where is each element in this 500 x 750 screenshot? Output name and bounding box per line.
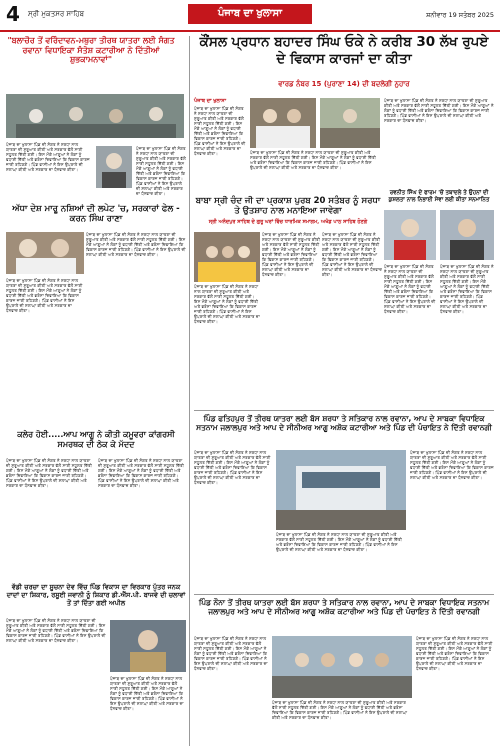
article-body: ਪੰਜਾਬ ਦਾ ਖੁਲਾਸਾ ਪਿੰਡ ਦੀ ਸੰਗਤ ਨੇ ਸ਼ਰਧਾ ਨਾਲ ਯਾਤਰਾ ਦੀ ਸ਼ੁਰੂਆਤ ਕੀਤੀ ਅਤੇ ਸਰਕਾਰ ਵੱਲੋਂ ਸਾਰੀ ਸਹੂਲਤ ਦਿੱਤੀ ਗਈ। ਇਸ ਮੌਕੇ ਆਗੂਆਂ ਨੇ ਲੋਕਾਂ ਨੂੰ ਵਧਾਈ ਦਿੱਤੀ ਅਤੇ ਭਰੋਸਾ ਦਿਵਾਇਆ ਕਿ ਵਿਕਾਸ ਕਾਰਜ ਜਾਰੀ ਰਹਿਣਗੇ। ਪਿੰਡ ਵਾਸੀਆਂ ਨੇ ਇਸ ਉਪਰਾਲੇ ਦੀ ਸ਼ਲਾਘਾ ਕੀਤੀ ਅਤੇ ਸਰਕਾਰ ਦਾ ਧੰਨਵਾਦ ਕੀਤਾ।	[440, 264, 494, 314]
article-body: ਪੰਜਾਬ ਦਾ ਖੁਲਾਸਾ ਪਿੰਡ ਦੀ ਸੰਗਤ ਨੇ ਸ਼ਰਧਾ ਨਾਲ ਯਾਤਰਾ ਦੀ ਸ਼ੁਰੂਆਤ ਕੀਤੀ ਅਤੇ ਸਰਕਾਰ ਵੱਲੋਂ ਸਾਰੀ ਸਹੂਲਤ ਦਿੱਤੀ ਗਈ। ਇਸ ਮੌਕੇ ਆਗੂਆਂ ਨੇ ਲੋਕਾਂ ਨੂੰ ਵਧਾਈ ਦਿੱਤੀ ਅਤੇ ਭਰੋਸਾ ਦਿਵਾਇਆ ਕਿ ਵਿਕਾਸ ਕਾਰਜ ਜਾਰੀ ਰਹਿਣਗੇ। ਪਿੰਡ ਵਾਸੀਆਂ ਨੇ ਇਸ ਉਪਰਾਲੇ ਦੀ ਸ਼ਲਾਘਾ ਕੀਤੀ ਅਤੇ ਸਰਕਾਰ ਦਾ ਧੰਨਵਾਦ ਕੀਤਾ।	[322, 232, 382, 277]
article-headline: ਪਿੰਡ ਨੌਨਾ ਤੋਂ ਤੀਰਥ ਯਾਤਰਾ ਲਈ ਬੱਸ ਸ਼ਰਧਾ ਤੇ ਸਤਿਕਾਰ ਨਾਲ ਰਵਾਨਾ, ਆਪ ਦੇ ਸਾਬਕਾ ਵਿਧਾਇਕ ਸਤਨਾਮ ਜਲਾਲਪੁਰ ਅਤੇ ਆਪ ਦੇ ਸੀਨੀਅਰ ਆਗੂ ਅਸ਼ੋਕ ਕਟਾਰੀਆ ਅਤੇ ਪਿੰਡ ਦੀ ਪੰਚਾਇਤ ਨੇ ਦਿੱਤੀ ਰਵਾਨਗੀ	[198, 598, 490, 616]
article-headline: ਰਵਨੀਤ ਸਿੰਘ ਦੇ ਫਾਰਮ 'ਚੋਂ ਤਬਾਦਲੇ ਤੇ ਉਹਨਾਂ ਦੀ ਕੁਸ਼ਲਤਾ ਨਾਲ ਨਿਭਾਈ ਸੇਵਾ ਲਈ ਕੀਤਾ ਸਨਮਾਨਿਤ	[388, 190, 490, 203]
paper-name: ਸ੍ਰੀ ਮੁਕਤਸਰ ਸਾਹਿਬ	[28, 10, 85, 18]
photo-karan-singh-rana	[6, 232, 84, 274]
article-body: ਪੰਜਾਬ ਦਾ ਖੁਲਾਸਾ ਪਿੰਡ ਦੀ ਸੰਗਤ ਨੇ ਸ਼ਰਧਾ ਨਾਲ ਯਾਤਰਾ ਦੀ ਸ਼ੁਰੂਆਤ ਕੀਤੀ ਅਤੇ ਸਰਕਾਰ ਵੱਲੋਂ ਸਾਰੀ ਸਹੂਲਤ ਦਿੱਤੀ ਗਈ। ਇਸ ਮੌਕੇ ਆਗੂਆਂ ਨੇ ਲੋਕਾਂ ਨੂੰ ਵਧਾਈ ਦਿੱਤੀ ਅਤੇ ਭਰੋਸਾ ਦਿਵਾਇਆ ਕਿ ਵਿਕਾਸ ਕਾਰਜ ਜਾਰੀ ਰਹਿਣਗੇ। ਪਿੰਡ ਵਾਸੀਆਂ ਨੇ ਇਸ ਉਪਰਾਲੇ ਦੀ ਸ਼ਲਾਘਾ ਕੀਤੀ ਅਤੇ ਸਰਕਾਰ ਦਾ ਧੰਨਵਾਦ ਕੀਤਾ।	[6, 458, 92, 488]
article-body: ਪੰਜਾਬ ਦਾ ਖੁਲਾਸਾ ਪਿੰਡ ਦੀ ਸੰਗਤ ਨੇ ਸ਼ਰਧਾ ਨਾਲ ਯਾਤਰਾ ਦੀ ਸ਼ੁਰੂਆਤ ਕੀਤੀ ਅਤੇ ਸਰਕਾਰ ਵੱਲੋਂ ਸਾਰੀ ਸਹੂਲਤ ਦਿੱਤੀ ਗਈ। ਇਸ ਮੌਕੇ ਆਗੂਆਂ ਨੇ ਲੋਕਾਂ ਨੂੰ ਵਧਾਈ ਦਿੱਤੀ ਅਤੇ ਭਰੋਸਾ ਦਿਵਾਇਆ ਕਿ ਵਿਕਾਸ ਕਾਰਜ ਜਾਰੀ ਰਹਿਣਗੇ। ਪਿੰਡ ਵਾਸੀਆਂ ਨੇ ਇਸ ਉਪਰਾਲੇ ਦੀ ਸ਼ਲਾਘਾ ਕੀਤੀ ਅਤੇ ਸਰਕਾਰ ਦਾ ਧੰਨਵਾਦ ਕੀਤਾ।	[276, 532, 402, 552]
photo-police-officer	[110, 620, 186, 672]
article-body: ਪੰਜਾਬ ਦਾ ਖੁਲਾਸਾ ਪਿੰਡ ਦੀ ਸੰਗਤ ਨੇ ਸ਼ਰਧਾ ਨਾਲ ਯਾਤਰਾ ਦੀ ਸ਼ੁਰੂਆਤ ਕੀਤੀ ਅਤੇ ਸਰਕਾਰ ਵੱਲੋਂ ਸਾਰੀ ਸਹੂਲਤ ਦਿੱਤੀ ਗਈ। ਇਸ ਮੌਕੇ ਆਗੂਆਂ ਨੇ ਲੋਕਾਂ ਨੂੰ ਵਧਾਈ ਦਿੱਤੀ ਅਤੇ ਭਰੋਸਾ ਦਿਵਾਇਆ ਕਿ ਵਿਕਾਸ ਕਾਰਜ ਜਾਰੀ ਰਹਿਣਗੇ। ਪਿੰਡ ਵਾਸੀਆਂ ਨੇ ਇਸ ਉਪਰਾਲੇ ਦੀ ਸ਼ਲਾਘਾ ਕੀਤੀ ਅਤੇ ਸਰਕਾਰ ਦਾ ਧੰਨਵਾਦ ਕੀਤਾ।	[98, 458, 184, 488]
article-body: ਪੰਜਾਬ ਦਾ ਖੁਲਾਸਾ ਪਿੰਡ ਦੀ ਸੰਗਤ ਨੇ ਸ਼ਰਧਾ ਨਾਲ ਯਾਤਰਾ ਦੀ ਸ਼ੁਰੂਆਤ ਕੀਤੀ ਅਤੇ ਸਰਕਾਰ ਵੱਲੋਂ ਸਾਰੀ ਸਹੂਲਤ ਦਿੱਤੀ ਗਈ। ਇਸ ਮੌਕੇ ਆਗੂਆਂ ਨੇ ਲੋਕਾਂ ਨੂੰ ਵਧਾਈ ਦਿੱਤੀ ਅਤੇ ਭਰੋਸਾ ਦਿਵਾਇਆ ਕਿ ਵਿਕਾਸ ਕਾਰਜ ਜਾਰੀ ਰਹਿਣਗੇ। ਪਿੰਡ ਵਾਸੀਆਂ ਨੇ ਇਸ ਉਪਰਾਲੇ ਦੀ ਸ਼ਲਾਘਾ ਕੀਤੀ ਅਤੇ ਸਰਕਾਰ ਦਾ ਧੰਨਵਾਦ ਕੀਤਾ।	[6, 618, 106, 643]
article-body: ਪੰਜਾਬ ਦਾ ਖੁਲਾਸਾ ਪਿੰਡ ਦੀ ਸੰਗਤ ਨੇ ਸ਼ਰਧਾ ਨਾਲ ਯਾਤਰਾ ਦੀ ਸ਼ੁਰੂਆਤ ਕੀਤੀ ਅਤੇ ਸਰਕਾਰ ਵੱਲੋਂ ਸਾਰੀ ਸਹੂਲਤ ਦਿੱਤੀ ਗਈ। ਇਸ ਮੌਕੇ ਆਗੂਆਂ ਨੇ ਲੋਕਾਂ ਨੂੰ ਵਧਾਈ ਦਿੱਤੀ ਅਤੇ ਭਰੋਸਾ ਦਿਵਾਇਆ ਕਿ ਵਿਕਾਸ ਕਾਰਜ ਜਾਰੀ ਰਹਿਣਗੇ। ਪਿੰਡ ਵਾਸੀਆਂ ਨੇ ਇਸ ਉਪਰਾਲੇ ਦੀ ਸ਼ਲਾਘਾ ਕੀਤੀ ਅਤੇ ਸਰਕਾਰ ਦਾ ਧੰਨਵਾਦ ਕੀਤਾ।	[6, 142, 90, 172]
photo-development-works	[320, 98, 380, 148]
article-body: ਪੰਜਾਬ ਦਾ ਖੁਲਾਸਾ ਪਿੰਡ ਦੀ ਸੰਗਤ ਨੇ ਸ਼ਰਧਾ ਨਾਲ ਯਾਤਰਾ ਦੀ ਸ਼ੁਰੂਆਤ ਕੀਤੀ ਅਤੇ ਸਰਕਾਰ ਵੱਲੋਂ ਸਾਰੀ ਸਹੂਲਤ ਦਿੱਤੀ ਗਈ। ਇਸ ਮੌਕੇ ਆਗੂਆਂ ਨੇ ਲੋਕਾਂ ਨੂੰ ਵਧਾਈ ਦਿੱਤੀ ਅਤੇ ਭਰੋਸਾ ਦਿਵਾਇਆ ਕਿ ਵਿਕਾਸ ਕਾਰਜ ਜਾਰੀ ਰਹਿਣਗੇ। ਪਿੰਡ ਵਾਸੀਆਂ ਨੇ ਇਸ ਉਪਰਾਲੇ ਦੀ ਸ਼ਲਾਘਾ ਕੀਤੀ ਅਤੇ ਸਰਕਾਰ ਦਾ ਧੰਨਵਾਦ ਕੀਤਾ।	[110, 676, 184, 711]
article-headline: ਵੱਡੀ ਚਰਚਾ ਦਾ ਸੂਚਨਾ ਦੇਵ ਵਿੱਚ ਪਿੰਡ ਵਿਕਾਸ ਦਾ ਵਿਰਕਾਰ ਪੁੱਤਰ ਜਨਕ ਦਾਦਾਂ ਦਾ ਸ਼ਿਕਾਰ, ਰਸੂਈ ਜਵਾਨੀ ਨੂੰ ਸ਼ਿਕਾਰ ਡੀ.ਐੱਸ.ਪੀ. ਬਾਜਵੇ ਦੀ ਚਲਾਵਾਂ ਤੋਂ ਤਾਂ ਦਿੱਤਾ ਗਈ ਅਪੀਲ	[6, 583, 186, 607]
article-body: ਪੰਜਾਬ ਦਾ ਖੁਲਾਸਾ ਪਿੰਡ ਦੀ ਸੰਗਤ ਨੇ ਸ਼ਰਧਾ ਨਾਲ ਯਾਤਰਾ ਦੀ ਸ਼ੁਰੂਆਤ ਕੀਤੀ ਅਤੇ ਸਰਕਾਰ ਵੱਲੋਂ ਸਾਰੀ ਸਹੂਲਤ ਦਿੱਤੀ ਗਈ। ਇਸ ਮੌਕੇ ਆਗੂਆਂ ਨੇ ਲੋਕਾਂ ਨੂੰ ਵਧਾਈ ਦਿੱਤੀ ਅਤੇ ਭਰੋਸਾ ਦਿਵਾਇਆ ਕਿ ਵਿਕਾਸ ਕਾਰਜ ਜਾਰੀ ਰਹਿਣਗੇ। ਪਿੰਡ ਵਾਸੀਆਂ ਨੇ ਇਸ ਉਪਰਾਲੇ ਦੀ ਸ਼ਲਾਘਾ ਕੀਤੀ ਅਤੇ ਸਰਕਾਰ ਦਾ ਧੰਨਵਾਦ ਕੀਤਾ।	[194, 106, 246, 156]
article-body: ਪੰਜਾਬ ਦਾ ਖੁਲਾਸਾ ਪਿੰਡ ਦੀ ਸੰਗਤ ਨੇ ਸ਼ਰਧਾ ਨਾਲ ਯਾਤਰਾ ਦੀ ਸ਼ੁਰੂਆਤ ਕੀਤੀ ਅਤੇ ਸਰਕਾਰ ਵੱਲੋਂ ਸਾਰੀ ਸਹੂਲਤ ਦਿੱਤੀ ਗਈ। ਇਸ ਮੌਕੇ ਆਗੂਆਂ ਨੇ ਲੋਕਾਂ ਨੂੰ ਵਧਾਈ ਦਿੱਤੀ ਅਤੇ ਭਰੋਸਾ ਦਿਵਾਇਆ ਕਿ ਵਿਕਾਸ ਕਾਰਜ ਜਾਰੀ ਰਹਿਣਗੇ। ਪਿੰਡ ਵਾਸੀਆਂ ਨੇ ਇਸ ਉਪਰਾਲੇ ਦੀ ਸ਼ਲਾਘਾ ਕੀਤੀ ਅਤੇ ਸਰਕਾਰ ਦਾ ਧੰਨਵਾਦ ਕੀਤਾ।	[136, 146, 186, 196]
section-divider	[194, 594, 494, 595]
photo-leader	[96, 146, 132, 188]
article-body: ਪੰਜਾਬ ਦਾ ਖੁਲਾਸਾ ਪਿੰਡ ਦੀ ਸੰਗਤ ਨੇ ਸ਼ਰਧਾ ਨਾਲ ਯਾਤਰਾ ਦੀ ਸ਼ੁਰੂਆਤ ਕੀਤੀ ਅਤੇ ਸਰਕਾਰ ਵੱਲੋਂ ਸਾਰੀ ਸਹੂਲਤ ਦਿੱਤੀ ਗਈ। ਇਸ ਮੌਕੇ ਆਗੂਆਂ ਨੇ ਲੋਕਾਂ ਨੂੰ ਵਧਾਈ ਦਿੱਤੀ ਅਤੇ ਭਰੋਸਾ ਦਿਵਾਇਆ ਕਿ ਵਿਕਾਸ ਕਾਰਜ ਜਾਰੀ ਰਹਿਣਗੇ। ਪਿੰਡ ਵਾਸੀਆਂ ਨੇ ਇਸ ਉਪਰਾਲੇ ਦੀ ਸ਼ਲਾਘਾ ਕੀਤੀ ਅਤੇ ਸਰਕਾਰ ਦਾ ਧੰਨਵਾਦ ਕੀਤਾ।	[262, 232, 320, 277]
page-number: 4	[6, 2, 20, 26]
article-headline: ਪਿੰਡ ਫਤਿਹਪੁਰ ਤੋਂ ਤੀਰਥ ਯਾਤਰਾ ਲਈ ਬੱਸ ਸ਼ਰਧਾ ਤੇ ਸਤਿਕਾਰ ਨਾਲ ਰਵਾਨਾ, ਆਪ ਦੇ ਸਾਬਕਾ ਵਿਧਾਇਕ ਸਤਨਾਮ ਜਲਾਲਪੁਰ ਅਤੇ ਆਪ ਦੇ ਸੀਨੀਅਰ ਆਗੂ ਅਸ਼ੋਕ ਕਟਾਰੀਆ ਅਤੇ ਪਿੰਡ ਦੀ ਪੰਚਾਇਤ ਨੇ ਦਿੱਤੀ ਰਵਾਨਗੀ	[196, 414, 492, 432]
article-headline: "ਬਲਾਚੌਰ ਤੋਂ ਵਰਿੰਦਾਵਨ-ਮਥੁਰਾ ਤੀਰਥ ਯਾਤਰਾ ਲਈ ਸੰਗਤ ਰਵਾਨਾ ਵਿਧਾਇਕਾ ਸੰਤੋਸ਼ ਕਟਾਰੀਆ ਨੇ ਦਿੱਤੀਆਂ ਸ਼ੁਭਕਾਮਨਾਵਾਂ"	[7, 36, 175, 65]
byline: ਪੰਜਾਬ ਦਾ ਖੁਲਾਸਾ	[194, 98, 227, 104]
article-body: ਪੰਜਾਬ ਦਾ ਖੁਲਾਸਾ ਪਿੰਡ ਦੀ ਸੰਗਤ ਨੇ ਸ਼ਰਧਾ ਨਾਲ ਯਾਤਰਾ ਦੀ ਸ਼ੁਰੂਆਤ ਕੀਤੀ ਅਤੇ ਸਰਕਾਰ ਵੱਲੋਂ ਸਾਰੀ ਸਹੂਲਤ ਦਿੱਤੀ ਗਈ। ਇਸ ਮੌਕੇ ਆਗੂਆਂ ਨੇ ਲੋਕਾਂ ਨੂੰ ਵਧਾਈ ਦਿੱਤੀ ਅਤੇ ਭਰੋਸਾ ਦਿਵਾਇਆ ਕਿ ਵਿਕਾਸ ਕਾਰਜ ਜਾਰੀ ਰਹਿਣਗੇ। ਪਿੰਡ ਵਾਸੀਆਂ ਨੇ ਇਸ ਉਪਰਾਲੇ ਦੀ ਸ਼ਲਾਘਾ ਕੀਤੀ ਅਤੇ ਸਰਕਾਰ ਦਾ ਧੰਨਵਾਦ ਕੀਤਾ।	[194, 636, 268, 671]
article-body: ਪੰਜਾਬ ਦਾ ਖੁਲਾਸਾ ਪਿੰਡ ਦੀ ਸੰਗਤ ਨੇ ਸ਼ਰਧਾ ਨਾਲ ਯਾਤਰਾ ਦੀ ਸ਼ੁਰੂਆਤ ਕੀਤੀ ਅਤੇ ਸਰਕਾਰ ਵੱਲੋਂ ਸਾਰੀ ਸਹੂਲਤ ਦਿੱਤੀ ਗਈ। ਇਸ ਮੌਕੇ ਆਗੂਆਂ ਨੇ ਲੋਕਾਂ ਨੂੰ ਵਧਾਈ ਦਿੱਤੀ ਅਤੇ ਭਰੋਸਾ ਦਿਵਾਇਆ ਕਿ ਵਿਕਾਸ ਕਾਰਜ ਜਾਰੀ ਰਹਿਣਗੇ। ਪਿੰਡ ਵਾਸੀਆਂ ਨੇ ਇਸ ਉਪਰਾਲੇ ਦੀ ਸ਼ਲਾਘਾ ਕੀਤੀ ਅਤੇ ਸਰਕਾਰ ਦਾ ਧੰਨਵਾਦ ਕੀਤਾ।	[250, 150, 376, 170]
article-headline: ਕਲੇਰ ਹੋਈ.....ਆਪ ਆਗੂ ਨੇ ਕੀਤੀ ਕਮੂਵਰਾ ਕਾਂਗਰਸੀ ਸਮਰਥਕ ਦੀ ਠੇਕ ਕੇ ਮੱਦਦ	[17, 430, 175, 449]
article-body: ਪੰਜਾਬ ਦਾ ਖੁਲਾਸਾ ਪਿੰਡ ਦੀ ਸੰਗਤ ਨੇ ਸ਼ਰਧਾ ਨਾਲ ਯਾਤਰਾ ਦੀ ਸ਼ੁਰੂਆਤ ਕੀਤੀ ਅਤੇ ਸਰਕਾਰ ਵੱਲੋਂ ਸਾਰੀ ਸਹੂਲਤ ਦਿੱਤੀ ਗਈ। ਇਸ ਮੌਕੇ ਆਗੂਆਂ ਨੇ ਲੋਕਾਂ ਨੂੰ ਵਧਾਈ ਦਿੱਤੀ ਅਤੇ ਭਰੋਸਾ ਦਿਵਾਇਆ ਕਿ ਵਿਕਾਸ ਕਾਰਜ ਜਾਰੀ ਰਹਿਣਗੇ। ਪਿੰਡ ਵਾਸੀਆਂ ਨੇ ਇਸ ਉਪਰਾਲੇ ਦੀ ਸ਼ਲਾਘਾ ਕੀਤੀ ਅਤੇ ਸਰਕਾਰ ਦਾ ਧੰਨਵਾਦ ਕੀਤਾ।	[6, 278, 83, 313]
photo-honoree-1	[384, 210, 436, 260]
photo-pilgrims-balachaur	[6, 94, 184, 138]
article-subhead: ਵਾਰਡ ਨੰਬਰ 15 (ਪੁਰਾਣਾ 14) ਦੀ ਬਦਲੇਗੀ ਨੁਹਾਰ	[278, 80, 410, 88]
section-banner: ਪੰਜਾਬ ਦਾ ਖੁਲਾਸਾ	[188, 4, 312, 24]
issue-date: ਸ਼ਨੀਵਾਰ 19 ਸਤੰਬਰ 2025	[426, 11, 494, 19]
article-body: ਪੰਜਾਬ ਦਾ ਖੁਲਾਸਾ ਪਿੰਡ ਦੀ ਸੰਗਤ ਨੇ ਸ਼ਰਧਾ ਨਾਲ ਯਾਤਰਾ ਦੀ ਸ਼ੁਰੂਆਤ ਕੀਤੀ ਅਤੇ ਸਰਕਾਰ ਵੱਲੋਂ ਸਾਰੀ ਸਹੂਲਤ ਦਿੱਤੀ ਗਈ। ਇਸ ਮੌਕੇ ਆਗੂਆਂ ਨੇ ਲੋਕਾਂ ਨੂੰ ਵਧਾਈ ਦਿੱਤੀ ਅਤੇ ਭਰੋਸਾ ਦਿਵਾਇਆ ਕਿ ਵਿਕਾਸ ਕਾਰਜ ਜਾਰੀ ਰਹਿਣਗੇ। ਪਿੰਡ ਵਾਸੀਆਂ ਨੇ ਇਸ ਉਪਰਾਲੇ ਦੀ ਸ਼ਲਾਘਾ ਕੀਤੀ ਅਤੇ ਸਰਕਾਰ ਦਾ ਧੰਨਵਾਦ ਕੀਤਾ।	[384, 264, 436, 314]
photo-council-president	[250, 98, 316, 148]
article-body: ਪੰਜਾਬ ਦਾ ਖੁਲਾਸਾ ਪਿੰਡ ਦੀ ਸੰਗਤ ਨੇ ਸ਼ਰਧਾ ਨਾਲ ਯਾਤਰਾ ਦੀ ਸ਼ੁਰੂਆਤ ਕੀਤੀ ਅਤੇ ਸਰਕਾਰ ਵੱਲੋਂ ਸਾਰੀ ਸਹੂਲਤ ਦਿੱਤੀ ਗਈ। ਇਸ ਮੌਕੇ ਆਗੂਆਂ ਨੇ ਲੋਕਾਂ ਨੂੰ ਵਧਾਈ ਦਿੱਤੀ ਅਤੇ ਭਰੋਸਾ ਦਿਵਾਇਆ ਕਿ ਵਿਕਾਸ ਕਾਰਜ ਜਾਰੀ ਰਹਿਣਗੇ। ਪਿੰਡ ਵਾਸੀਆਂ ਨੇ ਇਸ ਉਪਰਾਲੇ ਦੀ ਸ਼ਲਾਘਾ ਕੀਤੀ ਅਤੇ ਸਰਕਾਰ ਦਾ ਧੰਨਵਾਦ ਕੀਤਾ।	[194, 450, 271, 485]
page-header	[0, 0, 500, 32]
photo-gurdwara-event	[194, 232, 260, 282]
column-divider	[189, 36, 190, 746]
section-divider	[194, 410, 494, 411]
article-body: ਪੰਜਾਬ ਦਾ ਖੁਲਾਸਾ ਪਿੰਡ ਦੀ ਸੰਗਤ ਨੇ ਸ਼ਰਧਾ ਨਾਲ ਯਾਤਰਾ ਦੀ ਸ਼ੁਰੂਆਤ ਕੀਤੀ ਅਤੇ ਸਰਕਾਰ ਵੱਲੋਂ ਸਾਰੀ ਸਹੂਲਤ ਦਿੱਤੀ ਗਈ। ਇਸ ਮੌਕੇ ਆਗੂਆਂ ਨੇ ਲੋਕਾਂ ਨੂੰ ਵਧਾਈ ਦਿੱਤੀ ਅਤੇ ਭਰੋਸਾ ਦਿਵਾਇਆ ਕਿ ਵਿਕਾਸ ਕਾਰਜ ਜਾਰੀ ਰਹਿਣਗੇ। ਪਿੰਡ ਵਾਸੀਆਂ ਨੇ ਇਸ ਉਪਰਾਲੇ ਦੀ ਸ਼ਲਾਘਾ ਕੀਤੀ ਅਤੇ ਸਰਕਾਰ ਦਾ ਧੰਨਵਾਦ ਕੀਤਾ।	[384, 98, 494, 123]
article-headline: ਕੌਂਸਲ ਪ੍ਰਧਾਨ ਬਹਾਦਰ ਸਿੰਘ ਓਕੇ ਨੇ ਕਰੀਬ 30 ਲੱਖ ਰੁਪਏ ਦੇ ਵਿਕਾਸ ਕਾਰਜਾਂ ਦਾ ਕੀਤਾ	[199, 34, 489, 67]
photo-bus-nona	[272, 636, 412, 698]
article-headline: ਅੱਧਾ ਦੇਸ਼ ਮਾਰੂ ਨਸ਼ਿਆਂ ਦੀ ਲਪੇਟ 'ਚ, ਸਰਕਾਰਾਂ ਫੇਲ - ਕਰਨ ਸਿੰਘ ਰਾਣਾ	[12, 204, 180, 225]
article-body: ਪੰਜਾਬ ਦਾ ਖੁਲਾਸਾ ਪਿੰਡ ਦੀ ਸੰਗਤ ਨੇ ਸ਼ਰਧਾ ਨਾਲ ਯਾਤਰਾ ਦੀ ਸ਼ੁਰੂਆਤ ਕੀਤੀ ਅਤੇ ਸਰਕਾਰ ਵੱਲੋਂ ਸਾਰੀ ਸਹੂਲਤ ਦਿੱਤੀ ਗਈ। ਇਸ ਮੌਕੇ ਆਗੂਆਂ ਨੇ ਲੋਕਾਂ ਨੂੰ ਵਧਾਈ ਦਿੱਤੀ ਅਤੇ ਭਰੋਸਾ ਦਿਵਾਇਆ ਕਿ ਵਿਕਾਸ ਕਾਰਜ ਜਾਰੀ ਰਹਿਣਗੇ। ਪਿੰਡ ਵਾਸੀਆਂ ਨੇ ਇਸ ਉਪਰਾਲੇ ਦੀ ਸ਼ਲਾਘਾ ਕੀਤੀ ਅਤੇ ਸਰਕਾਰ ਦਾ ਧੰਨਵਾਦ ਕੀਤਾ।	[416, 636, 493, 671]
article-subhead: ਸ੍ਰੀ ਅਨੰਦਪੁਰ ਸਾਹਿਬ ਦੇ ਗੁਰੂ ਘਰਾਂ ਵਿੱਚ ਧਾਰਮਿਕ ਸਮਾਗਮ, ਅਖੰਡ ਪਾਠ ਸਾਹਿਬ ਹੋਣਗੇ	[208, 219, 368, 225]
photo-bus-fatehpur	[276, 450, 406, 530]
article-body: ਪੰਜਾਬ ਦਾ ਖੁਲਾਸਾ ਪਿੰਡ ਦੀ ਸੰਗਤ ਨੇ ਸ਼ਰਧਾ ਨਾਲ ਯਾਤਰਾ ਦੀ ਸ਼ੁਰੂਆਤ ਕੀਤੀ ਅਤੇ ਸਰਕਾਰ ਵੱਲੋਂ ਸਾਰੀ ਸਹੂਲਤ ਦਿੱਤੀ ਗਈ। ਇਸ ਮੌਕੇ ਆਗੂਆਂ ਨੇ ਲੋਕਾਂ ਨੂੰ ਵਧਾਈ ਦਿੱਤੀ ਅਤੇ ਭਰੋਸਾ ਦਿਵਾਇਆ ਕਿ ਵਿਕਾਸ ਕਾਰਜ ਜਾਰੀ ਰਹਿਣਗੇ। ਪਿੰਡ ਵਾਸੀਆਂ ਨੇ ਇਸ ਉਪਰਾਲੇ ਦੀ ਸ਼ਲਾਘਾ ਕੀਤੀ ਅਤੇ ਸਰਕਾਰ ਦਾ ਧੰਨਵਾਦ ਕੀਤਾ।	[272, 700, 408, 720]
article-headline: ਬਾਬਾ ਸ੍ਰੀ ਚੰਦ ਜੀ ਦਾ ਪ੍ਰਕਾਸ਼ ਪੁਰਬ 20 ਸਤੰਬਰ ਨੂੰ ਸਰਧਾ ਤੇ ਉਤਸ਼ਾਹ ਨਾਲ ਮਨਾਇਆ ਜਾਵੇਗਾ	[195, 196, 381, 217]
article-body: ਪੰਜਾਬ ਦਾ ਖੁਲਾਸਾ ਪਿੰਡ ਦੀ ਸੰਗਤ ਨੇ ਸ਼ਰਧਾ ਨਾਲ ਯਾਤਰਾ ਦੀ ਸ਼ੁਰੂਆਤ ਕੀਤੀ ਅਤੇ ਸਰਕਾਰ ਵੱਲੋਂ ਸਾਰੀ ਸਹੂਲਤ ਦਿੱਤੀ ਗਈ। ਇਸ ਮੌਕੇ ਆਗੂਆਂ ਨੇ ਲੋਕਾਂ ਨੂੰ ਵਧਾਈ ਦਿੱਤੀ ਅਤੇ ਭਰੋਸਾ ਦਿਵਾਇਆ ਕਿ ਵਿਕਾਸ ਕਾਰਜ ਜਾਰੀ ਰਹਿਣਗੇ। ਪਿੰਡ ਵਾਸੀਆਂ ਨੇ ਇਸ ਉਪਰਾਲੇ ਦੀ ਸ਼ਲਾਘਾ ਕੀਤੀ ਅਤੇ ਸਰਕਾਰ ਦਾ ਧੰਨਵਾਦ ਕੀਤਾ।	[86, 232, 186, 257]
photo-honoree-2	[440, 210, 494, 260]
article-body: ਪੰਜਾਬ ਦਾ ਖੁਲਾਸਾ ਪਿੰਡ ਦੀ ਸੰਗਤ ਨੇ ਸ਼ਰਧਾ ਨਾਲ ਯਾਤਰਾ ਦੀ ਸ਼ੁਰੂਆਤ ਕੀਤੀ ਅਤੇ ਸਰਕਾਰ ਵੱਲੋਂ ਸਾਰੀ ਸਹੂਲਤ ਦਿੱਤੀ ਗਈ। ਇਸ ਮੌਕੇ ਆਗੂਆਂ ਨੇ ਲੋਕਾਂ ਨੂੰ ਵਧਾਈ ਦਿੱਤੀ ਅਤੇ ਭਰੋਸਾ ਦਿਵਾਇਆ ਕਿ ਵਿਕਾਸ ਕਾਰਜ ਜਾਰੀ ਰਹਿਣਗੇ। ਪਿੰਡ ਵਾਸੀਆਂ ਨੇ ਇਸ ਉਪਰਾਲੇ ਦੀ ਸ਼ਲਾਘਾ ਕੀਤੀ ਅਤੇ ਸਰਕਾਰ ਦਾ ਧੰਨਵਾਦ ਕੀਤਾ।	[194, 284, 260, 324]
article-body: ਪੰਜਾਬ ਦਾ ਖੁਲਾਸਾ ਪਿੰਡ ਦੀ ਸੰਗਤ ਨੇ ਸ਼ਰਧਾ ਨਾਲ ਯਾਤਰਾ ਦੀ ਸ਼ੁਰੂਆਤ ਕੀਤੀ ਅਤੇ ਸਰਕਾਰ ਵੱਲੋਂ ਸਾਰੀ ਸਹੂਲਤ ਦਿੱਤੀ ਗਈ। ਇਸ ਮੌਕੇ ਆਗੂਆਂ ਨੇ ਲੋਕਾਂ ਨੂੰ ਵਧਾਈ ਦਿੱਤੀ ਅਤੇ ਭਰੋਸਾ ਦਿਵਾਇਆ ਕਿ ਵਿਕਾਸ ਕਾਰਜ ਜਾਰੀ ਰਹਿਣਗੇ। ਪਿੰਡ ਵਾਸੀਆਂ ਨੇ ਇਸ ਉਪਰਾਲੇ ਦੀ ਸ਼ਲਾਘਾ ਕੀਤੀ ਅਤੇ ਸਰਕਾਰ ਦਾ ਧੰਨਵਾਦ ਕੀਤਾ।	[410, 450, 494, 480]
